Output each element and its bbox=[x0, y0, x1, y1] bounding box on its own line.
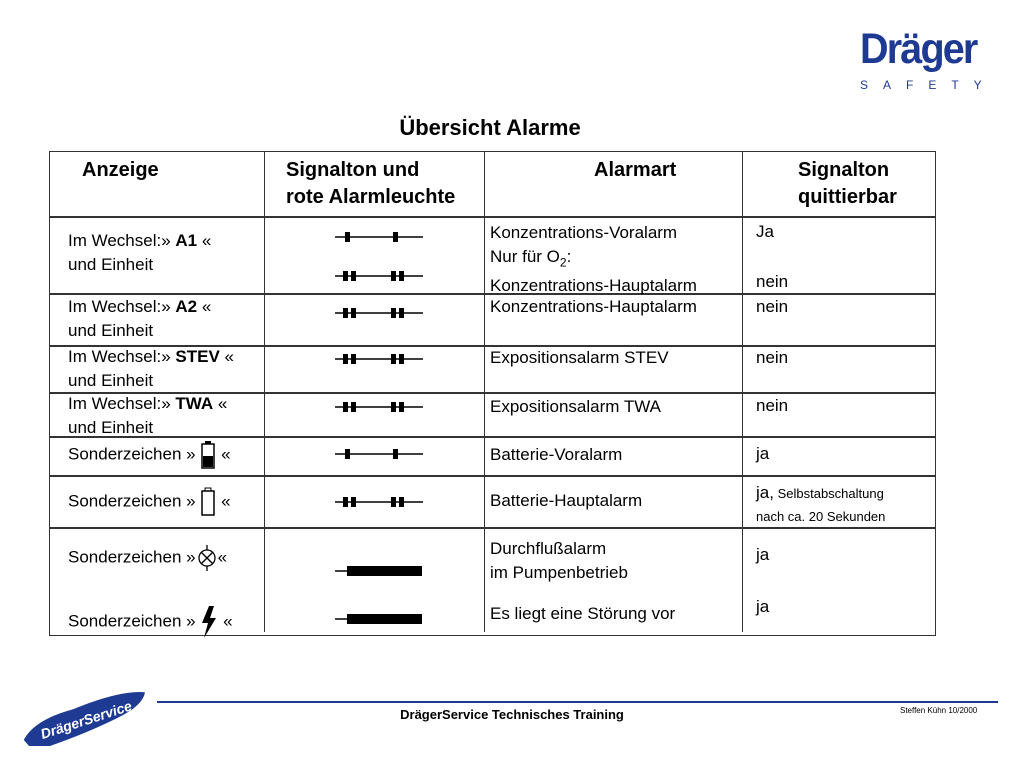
header-signalton-line1: Signalton und bbox=[286, 159, 420, 181]
signal-double-pulse bbox=[335, 352, 425, 366]
signal-double-pulse bbox=[335, 269, 425, 283]
header-anzeige: Anzeige bbox=[82, 159, 159, 181]
page-title: Übersicht Alarme bbox=[399, 115, 581, 140]
header-quittierbar bbox=[798, 157, 897, 211]
row-8-quit: ja bbox=[756, 597, 770, 616]
signal-single-pulse bbox=[335, 230, 425, 244]
row-divider bbox=[50, 475, 935, 477]
row-3-alarm: Expositionsalarm STEV bbox=[490, 348, 669, 367]
row-3-quit: nein bbox=[756, 348, 789, 367]
row-4-quit: nein bbox=[756, 396, 789, 415]
row-2-display: Im Wechsel:» A2 « und Einheit bbox=[68, 297, 212, 340]
row-6-alarm: Batterie-Hauptalarm bbox=[490, 491, 643, 510]
row-6-display: Sonderzeichen » « bbox=[68, 487, 231, 517]
header-signalton bbox=[286, 157, 455, 211]
footer-title: DrägerService Technisches Training bbox=[400, 707, 624, 722]
badge-text: DrägerService bbox=[38, 697, 134, 743]
alarm-table bbox=[49, 151, 936, 636]
row-5-alarm: Batterie-Voralarm bbox=[490, 445, 623, 464]
row-2-quit: nein bbox=[756, 297, 789, 316]
row-3-display: Im Wechsel:» STEV « und Einheit bbox=[68, 347, 234, 390]
row-7-display: Sonderzeichen » « bbox=[68, 544, 227, 572]
logo-wordmark: Dräger bbox=[860, 25, 977, 73]
footer-author: Steffen Kühn 10/2000 bbox=[900, 706, 978, 715]
fault-bolt-icon bbox=[200, 605, 218, 639]
row-4-display: Im Wechsel:» TWA « und Einheit bbox=[68, 394, 228, 437]
logo-safety: SAFETY bbox=[860, 78, 997, 92]
row-divider bbox=[50, 216, 935, 218]
row-7-alarm: Durchflußalarm im Pumpenbetrieb bbox=[490, 539, 628, 582]
row-1-alarm: Konzentrations-Voralarm Nur für $O_2$: Konzentrations-Hauptalarm bbox=[490, 223, 697, 296]
row-7-quit: ja bbox=[756, 545, 770, 564]
row-1-quit-1: Ja bbox=[756, 222, 774, 241]
battery-empty-icon bbox=[200, 487, 216, 517]
drager-logo bbox=[860, 25, 997, 92]
row-4-alarm: Expositionsalarm TWA bbox=[490, 397, 661, 416]
row-2-alarm: Konzentrations-Hauptalarm bbox=[490, 297, 697, 316]
signal-double-pulse bbox=[335, 495, 425, 509]
header-alarmart: Alarmart bbox=[594, 159, 677, 181]
footer-divider bbox=[157, 701, 998, 703]
signal-double-pulse bbox=[335, 400, 425, 414]
row-8-display: Sonderzeichen » « bbox=[68, 605, 233, 639]
row-5-display: Sonderzeichen » « bbox=[68, 440, 231, 470]
row-1-display: Im Wechsel:» A1 « und Einheit bbox=[68, 231, 212, 274]
row-5-quit: ja bbox=[756, 444, 770, 463]
signal-continuous bbox=[335, 564, 425, 578]
signal-single-pulse bbox=[335, 447, 425, 461]
battery-low-icon bbox=[200, 440, 216, 470]
row-8-alarm: Es liegt eine Störung vor bbox=[490, 604, 676, 623]
signal-continuous bbox=[335, 612, 425, 626]
header-quittierbar-line1: Signalton bbox=[798, 159, 890, 181]
header-quittierbar-line2: quittierbar bbox=[798, 186, 897, 208]
row-1-quit-2: nein bbox=[756, 272, 789, 291]
header-signalton-line2: rote Alarmleuchte bbox=[286, 186, 456, 208]
flow-blocked-icon bbox=[196, 544, 218, 572]
row-6-quit: ja, Selbstabschaltung nach ca. 20 Sekunden bbox=[756, 483, 886, 524]
signal-double-pulse bbox=[335, 306, 425, 320]
